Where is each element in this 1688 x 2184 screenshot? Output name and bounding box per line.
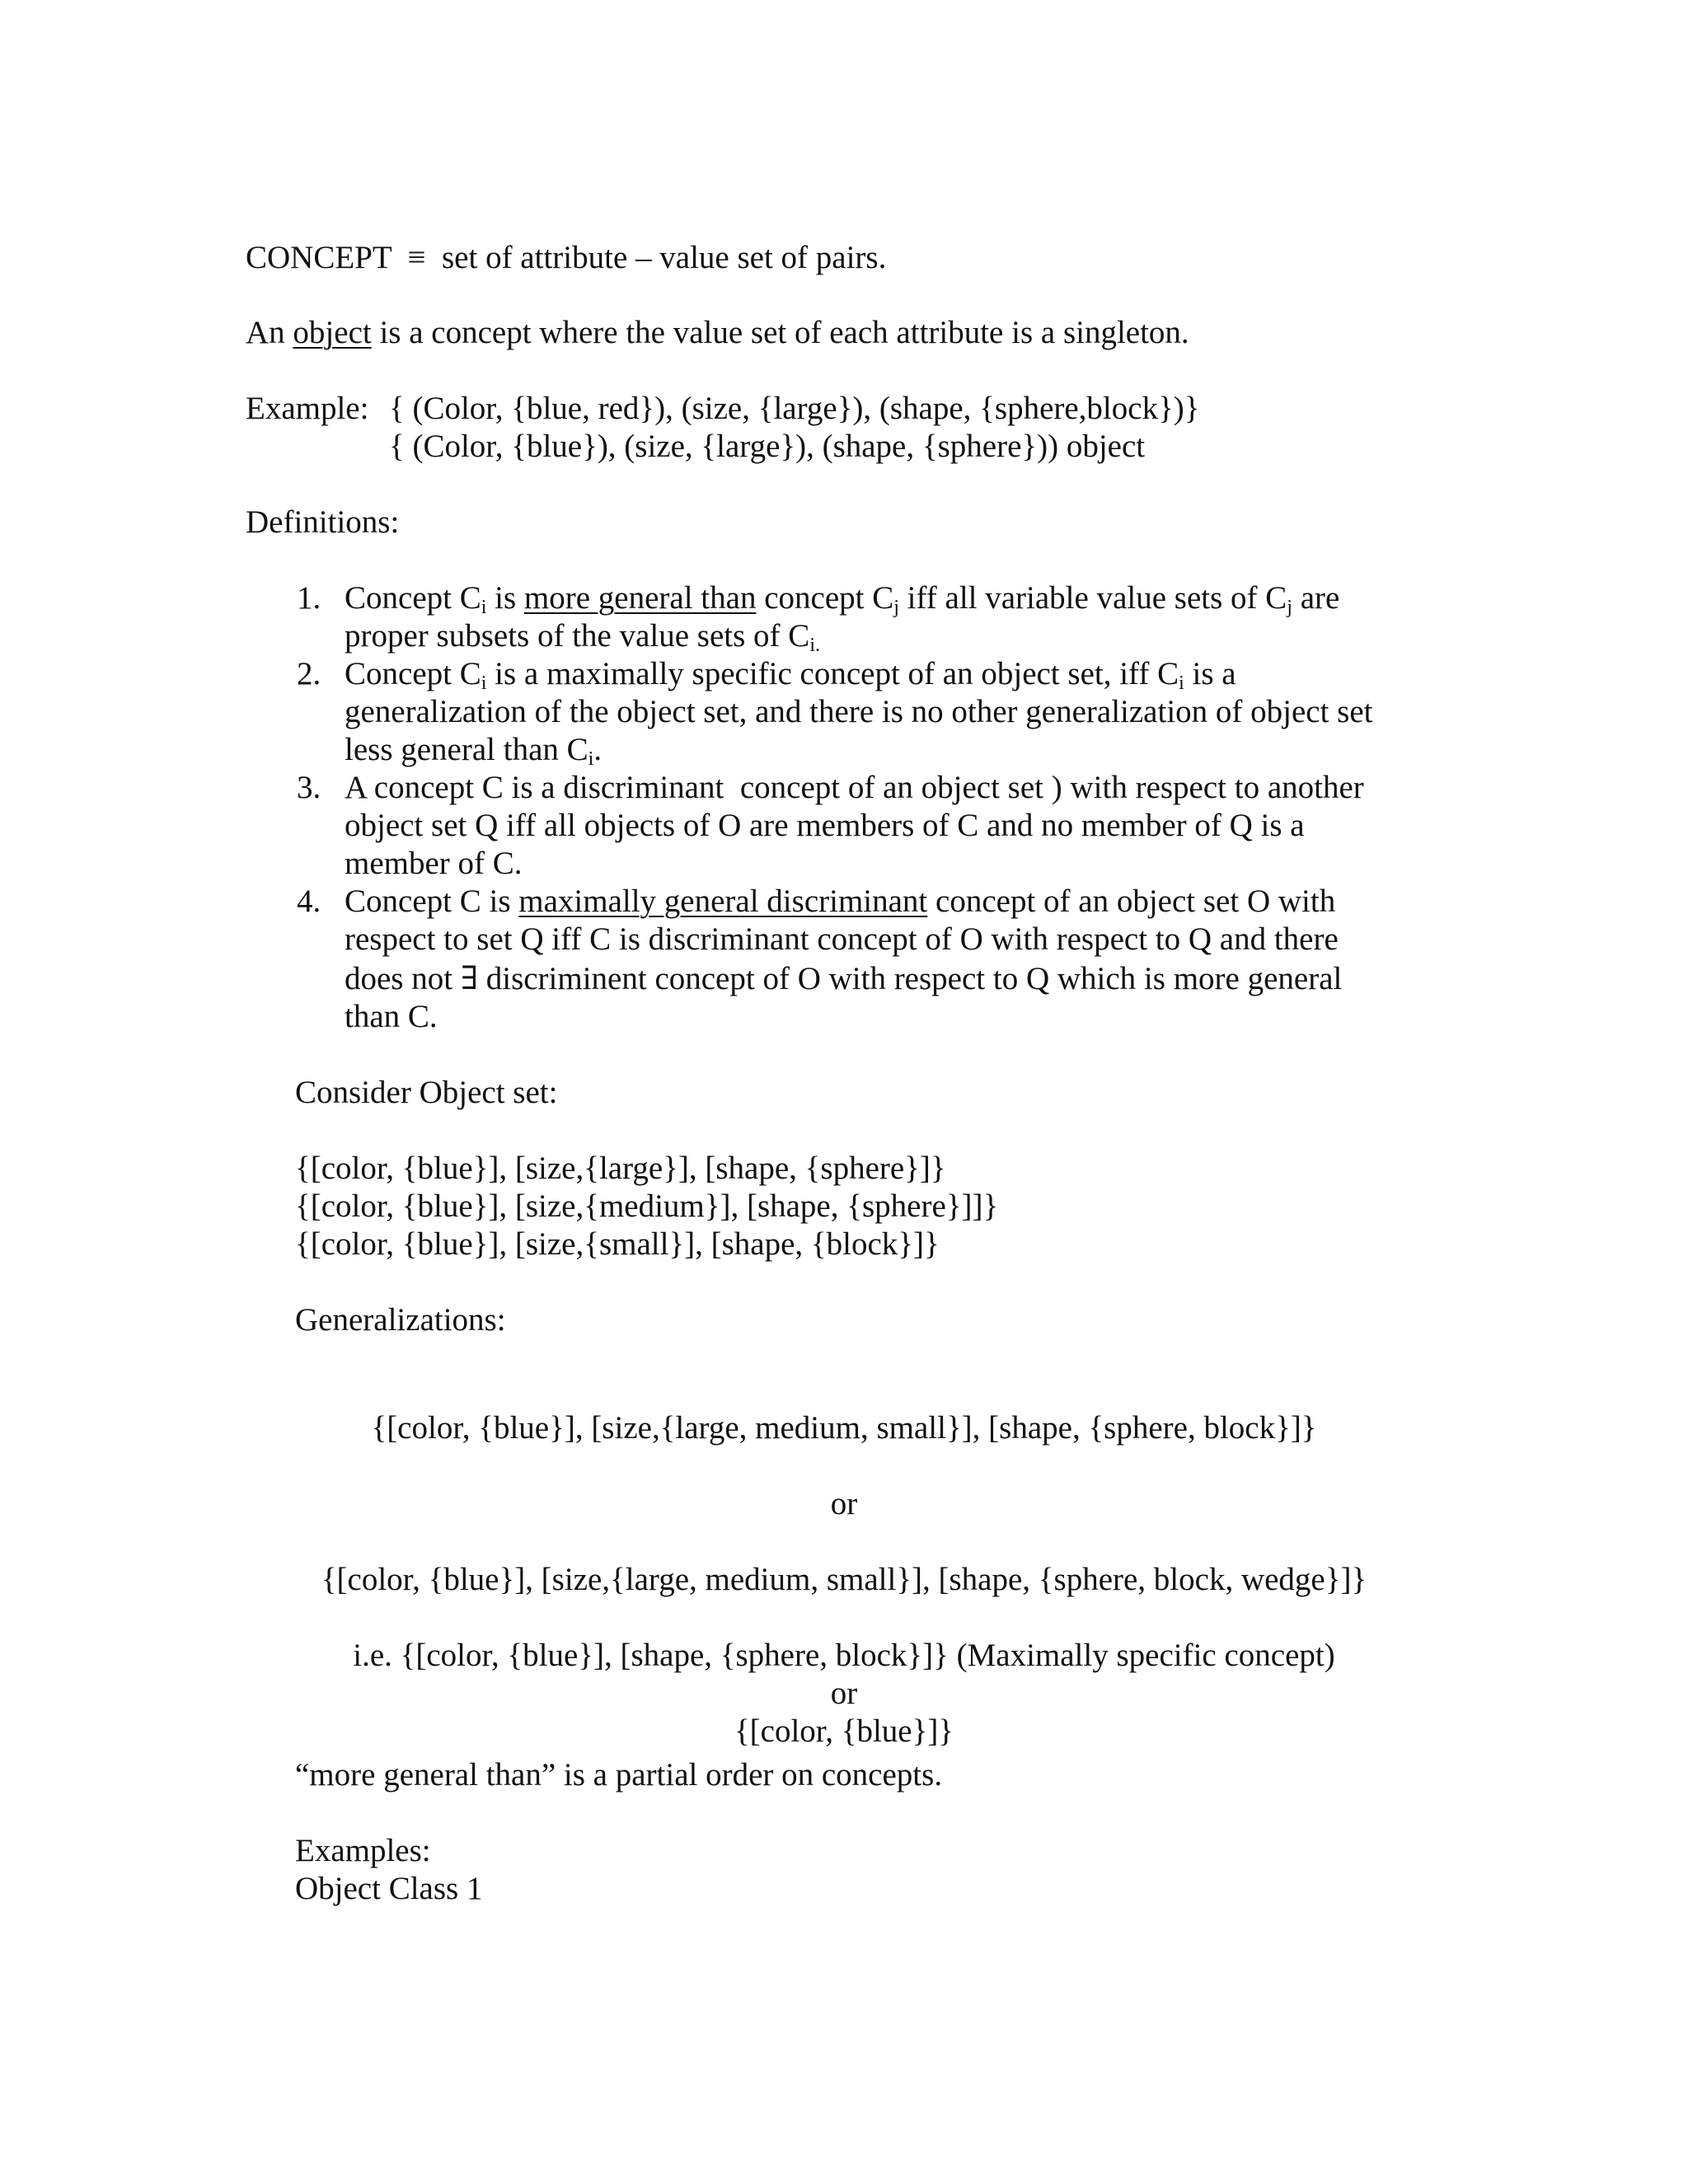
subscript: j	[893, 597, 899, 618]
text: iff all variable value sets of C	[898, 580, 1287, 616]
text: .	[593, 732, 603, 767]
definition-4-line-4: than C.	[345, 999, 438, 1034]
definition-2-line-2: generalization of the object set, and there is no other generalization of object set	[345, 694, 1373, 729]
definition-number: 3.	[297, 770, 321, 805]
definition-3-line-2: object set Q iff all objects of O are members of C and no member of Q is a	[345, 808, 1305, 843]
definitions-heading: Definitions:	[246, 504, 400, 540]
subscript: i	[588, 748, 594, 770]
subscript: i	[481, 673, 487, 694]
text: is	[486, 580, 524, 616]
text: is a maximally specific concept of an object set, iff C	[486, 656, 1179, 691]
definition-number: 1.	[297, 580, 321, 616]
text: are	[1292, 580, 1340, 616]
example-label: Example:	[246, 391, 369, 426]
definition-number: 2.	[297, 656, 321, 691]
definition-4-line-3: does not ∃ discriminent concept of O with respect to Q which is more general	[345, 961, 1343, 996]
example-line-2: { (Color, {blue}), (size, {large}), (shape, {sphere})) object	[389, 429, 1146, 464]
partial-order-statement: “more general than” is a partial order on concepts.	[295, 1757, 943, 1793]
term-more-general-than: more general than	[523, 580, 757, 616]
definition-1-line-2	[345, 617, 820, 655]
definition-4-line-1	[345, 883, 1335, 921]
text: concept C	[756, 580, 894, 616]
consider-heading: Consider Object set:	[295, 1075, 558, 1110]
definition-3-line-3: member of C.	[345, 846, 523, 881]
generalizations-heading: Generalizations:	[295, 1302, 506, 1338]
text: Concept C	[345, 656, 481, 691]
or-separator-2: or	[830, 1675, 858, 1711]
example-line-1: { (Color, {blue, red}), (size, {large}), (shape, {sphere,block})}	[389, 391, 1200, 426]
text: is a	[1184, 656, 1236, 691]
object-set-item: {[color, {blue}], [size,{large}], [shape, {sphere}]}	[295, 1151, 946, 1186]
equivalence-symbol: ≡	[407, 240, 426, 275]
object-set-item: {[color, {blue}], [size,{small}], [shape, {block}]}	[295, 1226, 940, 1262]
concept-definition	[246, 239, 886, 277]
generalization-1: {[color, {blue}], [size,{large, medium, small}], [shape, {sphere, block}]}	[371, 1410, 1317, 1446]
object-class-label: Object Class 1	[295, 1871, 483, 1906]
subscript: i	[481, 597, 487, 618]
generalization-2: {[color, {blue}], [size,{large, medium, small}], [shape, {sphere, block, wedge}]}	[321, 1562, 1367, 1597]
object-definition-pre: An	[246, 315, 293, 350]
examples-heading: Examples:	[295, 1833, 431, 1868]
or-separator-1: or	[830, 1486, 858, 1521]
definition-number: 4.	[297, 883, 321, 919]
object-term: object	[293, 315, 372, 350]
text: less general than C	[345, 732, 588, 767]
definition-2-line-1	[345, 655, 1236, 693]
subscript: i	[1179, 673, 1184, 694]
concept-term: CONCEPT	[246, 240, 392, 275]
generalization-3: {[color, {blue}]}	[734, 1713, 954, 1749]
object-set-item: {[color, {blue}], [size,{medium}], [shape, {sphere}]]}	[295, 1188, 999, 1224]
concept-definition-text: set of attribute – value set of pairs.	[442, 240, 887, 275]
term-maximally-general-discriminant: maximally general discriminant	[518, 883, 928, 919]
definition-3-line-1: A concept C is a discriminant concept of an object set ) with respect to another	[345, 770, 1364, 805]
maximally-specific-concept: i.e. {[color, {blue}], [shape, {sphere, block}]} (Maximally specific concept)	[353, 1638, 1335, 1673]
subscript: i.	[809, 635, 820, 656]
object-definition-post: is a concept where the value set of each attribute is a singleton.	[371, 315, 1189, 350]
text: Concept C	[345, 580, 481, 616]
definition-1-line-1	[345, 579, 1339, 617]
definition-2-line-3	[345, 731, 602, 769]
object-definition	[246, 314, 1189, 352]
text: concept of an object set O with	[927, 883, 1336, 919]
text: proper subsets of the value sets of C	[345, 618, 810, 654]
definition-4-line-2: respect to set Q iff C is discriminant concept of O with respect to Q and there	[345, 921, 1339, 957]
subscript: j	[1287, 597, 1292, 618]
text: Concept C is	[345, 883, 519, 919]
